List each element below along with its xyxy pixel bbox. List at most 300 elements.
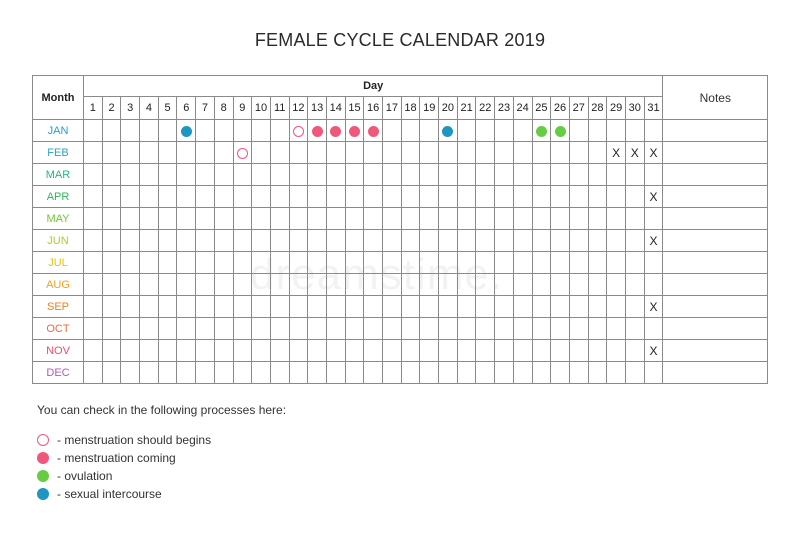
day-cell[interactable] [532,362,551,384]
day-cell[interactable] [140,274,159,296]
day-cell[interactable] [233,296,252,318]
day-cell[interactable] [214,164,233,186]
day-cell[interactable] [140,296,159,318]
day-cell[interactable] [140,252,159,274]
day-cell[interactable] [364,120,383,142]
day-cell[interactable] [84,362,103,384]
day-cell[interactable] [476,296,495,318]
day-cell[interactable] [270,142,289,164]
day-cell[interactable] [308,164,327,186]
day-cell[interactable] [289,340,308,362]
day-cell[interactable] [420,362,439,384]
day-cell[interactable] [345,230,364,252]
day-cell[interactable] [383,296,402,318]
day-cell[interactable] [439,164,458,186]
day-cell[interactable] [588,186,607,208]
notes-cell[interactable] [663,362,768,384]
day-cell[interactable] [233,274,252,296]
day-cell[interactable] [177,120,196,142]
day-cell[interactable] [457,362,476,384]
day-cell[interactable] [84,230,103,252]
day-cell[interactable] [401,274,420,296]
day-cell[interactable] [383,340,402,362]
day-cell[interactable] [196,318,215,340]
day-cell[interactable] [457,186,476,208]
day-cell[interactable] [569,208,588,230]
day-cell[interactable] [625,362,644,384]
day-cell[interactable] [588,164,607,186]
day-cell[interactable] [476,230,495,252]
day-cell[interactable] [457,252,476,274]
day-cell[interactable] [607,296,626,318]
day-cell[interactable] [625,208,644,230]
day-cell[interactable] [84,208,103,230]
day-cell[interactable] [364,252,383,274]
day-cell[interactable] [476,142,495,164]
day-cell[interactable] [270,340,289,362]
day-cell[interactable] [476,318,495,340]
day-cell[interactable] [439,362,458,384]
day-cell[interactable] [326,340,345,362]
day-cell[interactable] [289,362,308,384]
day-cell[interactable] [345,120,364,142]
day-cell[interactable] [84,296,103,318]
day-cell[interactable] [270,296,289,318]
day-cell[interactable] [84,164,103,186]
day-cell[interactable] [607,318,626,340]
day-cell[interactable] [121,186,140,208]
day-cell[interactable] [140,230,159,252]
day-cell[interactable] [233,362,252,384]
day-cell[interactable] [644,252,663,274]
day-cell[interactable] [457,230,476,252]
day-cell[interactable] [625,274,644,296]
day-cell[interactable] [121,296,140,318]
day-cell[interactable] [84,318,103,340]
day-cell[interactable] [644,164,663,186]
day-cell[interactable] [495,230,514,252]
day-cell[interactable] [289,142,308,164]
day-cell[interactable] [569,230,588,252]
day-cell[interactable] [326,186,345,208]
day-cell[interactable] [588,230,607,252]
day-cell[interactable] [401,208,420,230]
day-cell[interactable] [214,274,233,296]
day-cell[interactable] [289,164,308,186]
day-cell[interactable] [289,230,308,252]
day-cell[interactable] [233,252,252,274]
day-cell[interactable] [513,230,532,252]
day-cell[interactable] [644,120,663,142]
day-cell[interactable] [84,186,103,208]
day-cell[interactable] [270,318,289,340]
day-cell[interactable] [326,164,345,186]
day-cell[interactable] [158,252,177,274]
day-cell[interactable] [551,142,570,164]
day-cell[interactable] [532,120,551,142]
day-cell[interactable] [196,186,215,208]
day-cell[interactable] [607,252,626,274]
day-cell[interactable] [233,318,252,340]
day-cell[interactable] [551,340,570,362]
day-cell[interactable] [140,186,159,208]
day-cell[interactable] [270,164,289,186]
day-cell[interactable] [364,142,383,164]
day-cell[interactable] [607,186,626,208]
day-cell[interactable] [644,274,663,296]
day-cell[interactable] [551,186,570,208]
day-cell[interactable] [457,274,476,296]
day-cell[interactable] [420,252,439,274]
day-cell[interactable] [439,208,458,230]
day-cell[interactable] [364,230,383,252]
day-cell[interactable] [252,252,271,274]
day-cell[interactable] [233,164,252,186]
day-cell[interactable] [121,340,140,362]
day-cell[interactable] [196,120,215,142]
day-cell[interactable] [270,230,289,252]
day-cell[interactable] [420,318,439,340]
day-cell[interactable] [532,208,551,230]
day-cell[interactable] [158,296,177,318]
day-cell[interactable] [196,252,215,274]
day-cell[interactable] [233,340,252,362]
day-cell[interactable] [196,296,215,318]
day-cell[interactable] [607,208,626,230]
day-cell[interactable] [102,362,121,384]
day-cell[interactable] [252,186,271,208]
day-cell[interactable] [326,318,345,340]
day-cell[interactable] [420,164,439,186]
day-cell[interactable] [270,252,289,274]
day-cell[interactable] [513,208,532,230]
day-cell[interactable] [214,296,233,318]
day-cell[interactable] [102,296,121,318]
day-cell[interactable] [84,142,103,164]
day-cell[interactable] [513,252,532,274]
day-cell[interactable] [383,164,402,186]
day-cell[interactable] [532,186,551,208]
day-cell[interactable] [140,142,159,164]
notes-cell[interactable] [663,230,768,252]
day-cell[interactable] [607,274,626,296]
day-cell[interactable] [121,164,140,186]
day-cell[interactable] [289,318,308,340]
day-cell[interactable] [364,340,383,362]
day-cell[interactable] [121,362,140,384]
day-cell[interactable] [532,230,551,252]
day-cell[interactable] [177,230,196,252]
day-cell[interactable] [214,142,233,164]
day-cell[interactable] [252,142,271,164]
day-cell[interactable] [513,296,532,318]
day-cell[interactable] [158,340,177,362]
day-cell[interactable] [308,296,327,318]
day-cell[interactable] [625,296,644,318]
notes-cell[interactable] [663,120,768,142]
day-cell[interactable] [270,186,289,208]
day-cell[interactable] [140,340,159,362]
day-cell[interactable] [401,120,420,142]
day-cell[interactable] [345,186,364,208]
day-cell[interactable] [233,186,252,208]
day-cell[interactable] [476,274,495,296]
day-cell[interactable] [121,208,140,230]
day-cell[interactable] [121,142,140,164]
day-cell[interactable] [457,340,476,362]
day-cell[interactable] [439,230,458,252]
day-cell[interactable] [420,340,439,362]
day-cell[interactable] [569,120,588,142]
day-cell[interactable] [495,120,514,142]
day-cell[interactable] [252,362,271,384]
notes-cell[interactable] [663,274,768,296]
day-cell[interactable] [252,164,271,186]
day-cell[interactable] [551,164,570,186]
day-cell[interactable] [569,186,588,208]
day-cell[interactable] [644,230,663,252]
day-cell[interactable] [551,296,570,318]
day-cell[interactable] [383,274,402,296]
day-cell[interactable] [158,186,177,208]
day-cell[interactable] [401,296,420,318]
day-cell[interactable] [513,186,532,208]
day-cell[interactable] [476,252,495,274]
notes-cell[interactable] [663,186,768,208]
day-cell[interactable] [102,208,121,230]
day-cell[interactable] [308,230,327,252]
day-cell[interactable] [476,340,495,362]
day-cell[interactable] [625,164,644,186]
day-cell[interactable] [364,186,383,208]
day-cell[interactable] [326,142,345,164]
notes-cell[interactable] [663,318,768,340]
notes-cell[interactable] [663,296,768,318]
day-cell[interactable] [196,230,215,252]
day-cell[interactable] [401,164,420,186]
day-cell[interactable] [457,318,476,340]
day-cell[interactable] [140,164,159,186]
day-cell[interactable] [588,296,607,318]
day-cell[interactable] [326,230,345,252]
day-cell[interactable] [420,120,439,142]
day-cell[interactable] [439,340,458,362]
day-cell[interactable] [214,230,233,252]
day-cell[interactable] [625,142,644,164]
day-cell[interactable] [252,318,271,340]
day-cell[interactable] [495,164,514,186]
day-cell[interactable] [102,252,121,274]
day-cell[interactable] [401,230,420,252]
day-cell[interactable] [495,186,514,208]
day-cell[interactable] [252,296,271,318]
day-cell[interactable] [644,142,663,164]
day-cell[interactable] [214,318,233,340]
day-cell[interactable] [532,274,551,296]
day-cell[interactable] [588,274,607,296]
day-cell[interactable] [513,164,532,186]
day-cell[interactable] [196,208,215,230]
day-cell[interactable] [383,186,402,208]
day-cell[interactable] [420,208,439,230]
day-cell[interactable] [345,164,364,186]
day-cell[interactable] [84,252,103,274]
day-cell[interactable] [158,208,177,230]
day-cell[interactable] [196,164,215,186]
day-cell[interactable] [140,120,159,142]
day-cell[interactable] [345,296,364,318]
day-cell[interactable] [420,142,439,164]
day-cell[interactable] [326,208,345,230]
day-cell[interactable] [569,318,588,340]
day-cell[interactable] [495,274,514,296]
day-cell[interactable] [644,340,663,362]
day-cell[interactable] [364,274,383,296]
day-cell[interactable] [177,296,196,318]
day-cell[interactable] [420,186,439,208]
day-cell[interactable] [121,318,140,340]
day-cell[interactable] [326,274,345,296]
day-cell[interactable] [121,252,140,274]
day-cell[interactable] [345,318,364,340]
day-cell[interactable] [439,296,458,318]
day-cell[interactable] [607,142,626,164]
day-cell[interactable] [420,296,439,318]
day-cell[interactable] [457,208,476,230]
day-cell[interactable] [364,164,383,186]
day-cell[interactable] [401,186,420,208]
day-cell[interactable] [177,340,196,362]
day-cell[interactable] [588,318,607,340]
day-cell[interactable] [569,164,588,186]
day-cell[interactable] [532,142,551,164]
day-cell[interactable] [270,120,289,142]
day-cell[interactable] [495,142,514,164]
day-cell[interactable] [439,120,458,142]
day-cell[interactable] [121,120,140,142]
day-cell[interactable] [252,208,271,230]
day-cell[interactable] [625,252,644,274]
day-cell[interactable] [177,208,196,230]
day-cell[interactable] [476,186,495,208]
day-cell[interactable] [588,120,607,142]
day-cell[interactable] [644,208,663,230]
day-cell[interactable] [532,164,551,186]
day-cell[interactable] [308,142,327,164]
day-cell[interactable] [196,340,215,362]
day-cell[interactable] [439,252,458,274]
day-cell[interactable] [158,142,177,164]
day-cell[interactable] [308,252,327,274]
day-cell[interactable] [532,252,551,274]
day-cell[interactable] [196,142,215,164]
day-cell[interactable] [252,120,271,142]
day-cell[interactable] [289,120,308,142]
day-cell[interactable] [177,186,196,208]
day-cell[interactable] [308,340,327,362]
day-cell[interactable] [644,186,663,208]
day-cell[interactable] [513,318,532,340]
day-cell[interactable] [551,318,570,340]
day-cell[interactable] [364,208,383,230]
day-cell[interactable] [476,164,495,186]
day-cell[interactable] [364,318,383,340]
day-cell[interactable] [233,142,252,164]
day-cell[interactable] [625,318,644,340]
day-cell[interactable] [158,362,177,384]
day-cell[interactable] [121,230,140,252]
day-cell[interactable] [158,120,177,142]
notes-cell[interactable] [663,164,768,186]
day-cell[interactable] [401,362,420,384]
day-cell[interactable] [476,208,495,230]
day-cell[interactable] [326,252,345,274]
day-cell[interactable] [569,340,588,362]
day-cell[interactable] [214,120,233,142]
day-cell[interactable] [233,230,252,252]
day-cell[interactable] [140,362,159,384]
notes-cell[interactable] [663,340,768,362]
day-cell[interactable] [513,362,532,384]
day-cell[interactable] [270,362,289,384]
day-cell[interactable] [364,296,383,318]
day-cell[interactable] [401,252,420,274]
day-cell[interactable] [289,186,308,208]
day-cell[interactable] [495,318,514,340]
day-cell[interactable] [177,142,196,164]
day-cell[interactable] [308,208,327,230]
day-cell[interactable] [102,120,121,142]
day-cell[interactable] [569,362,588,384]
day-cell[interactable] [308,362,327,384]
day-cell[interactable] [401,318,420,340]
day-cell[interactable] [102,230,121,252]
day-cell[interactable] [177,362,196,384]
day-cell[interactable] [588,340,607,362]
day-cell[interactable] [383,230,402,252]
day-cell[interactable] [551,120,570,142]
day-cell[interactable] [158,230,177,252]
notes-cell[interactable] [663,208,768,230]
day-cell[interactable] [252,230,271,252]
day-cell[interactable] [345,362,364,384]
day-cell[interactable] [326,120,345,142]
day-cell[interactable] [177,318,196,340]
day-cell[interactable] [102,318,121,340]
day-cell[interactable] [588,252,607,274]
day-cell[interactable] [214,252,233,274]
day-cell[interactable] [607,340,626,362]
day-cell[interactable] [588,142,607,164]
day-cell[interactable] [457,120,476,142]
day-cell[interactable] [383,252,402,274]
day-cell[interactable] [289,252,308,274]
day-cell[interactable] [551,274,570,296]
day-cell[interactable] [214,362,233,384]
day-cell[interactable] [644,362,663,384]
day-cell[interactable] [551,362,570,384]
day-cell[interactable] [214,208,233,230]
day-cell[interactable] [308,274,327,296]
day-cell[interactable] [401,142,420,164]
day-cell[interactable] [102,142,121,164]
day-cell[interactable] [625,186,644,208]
day-cell[interactable] [289,208,308,230]
day-cell[interactable] [551,230,570,252]
day-cell[interactable] [289,274,308,296]
day-cell[interactable] [439,274,458,296]
day-cell[interactable] [383,318,402,340]
